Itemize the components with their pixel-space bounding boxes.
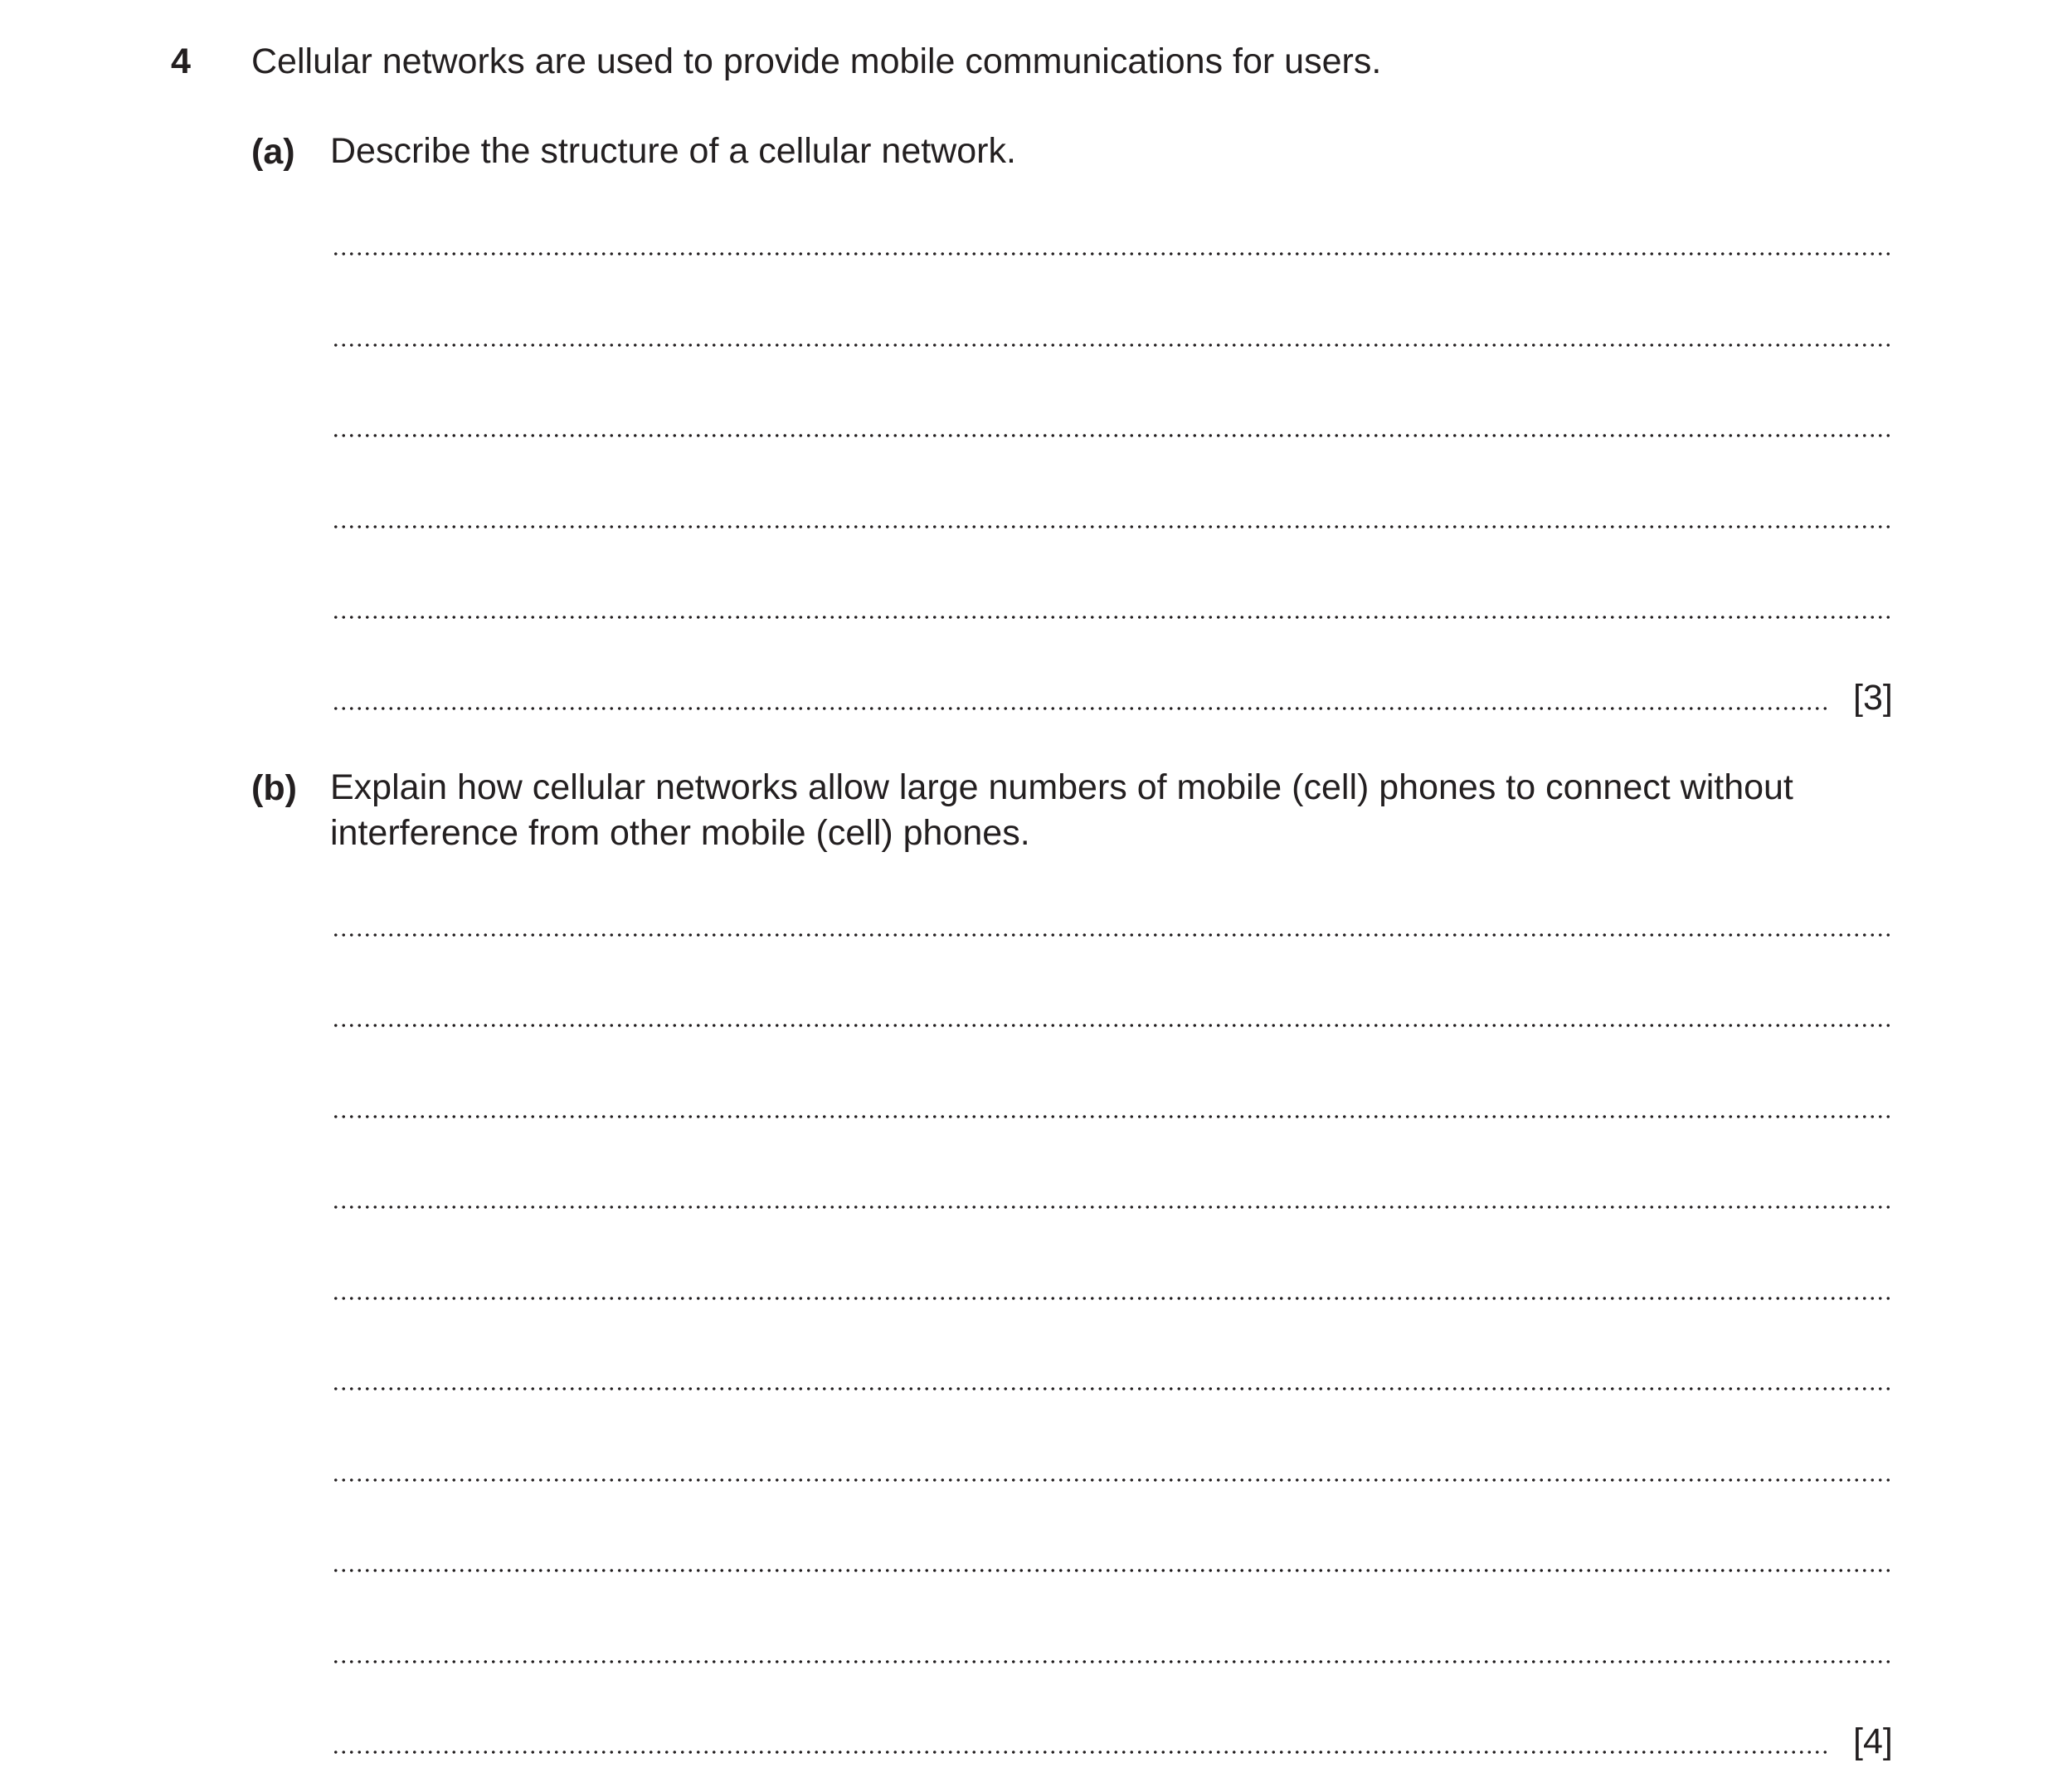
answer-line[interactable] xyxy=(332,1205,1895,1209)
answer-line[interactable] xyxy=(332,1569,1895,1572)
answer-line[interactable] xyxy=(332,525,1895,528)
part-b-text-line-1: Explain how cellular networks allow large numbers of mobile (cell) phones to connect without xyxy=(330,767,1793,807)
answer-line[interactable] xyxy=(332,707,1830,710)
answer-line[interactable] xyxy=(332,1115,1895,1118)
part-b-text-line-2: interference from other mobile (cell) phones. xyxy=(330,813,1030,853)
answer-line[interactable] xyxy=(332,252,1895,256)
answer-line[interactable] xyxy=(332,434,1895,437)
question-number: 4 xyxy=(171,41,191,81)
answer-line[interactable] xyxy=(332,1297,1895,1300)
answer-line[interactable] xyxy=(332,1478,1895,1482)
question-stem: Cellular networks are used to provide mobile communications for users. xyxy=(251,41,1382,81)
answer-line[interactable] xyxy=(332,1024,1895,1027)
part-b-marks: [4] xyxy=(1853,1721,1893,1761)
answer-line[interactable] xyxy=(332,343,1895,347)
answer-line[interactable] xyxy=(332,1387,1895,1390)
answer-line[interactable] xyxy=(332,616,1895,619)
answer-line[interactable] xyxy=(332,1660,1895,1663)
part-a-marks: [3] xyxy=(1853,678,1893,718)
part-a-label: (a) xyxy=(251,132,295,172)
answer-line[interactable] xyxy=(332,1751,1830,1754)
part-a-text: Describe the structure of a cellular network. xyxy=(330,131,1016,171)
part-b-label: (b) xyxy=(251,768,297,808)
answer-line[interactable] xyxy=(332,933,1895,937)
